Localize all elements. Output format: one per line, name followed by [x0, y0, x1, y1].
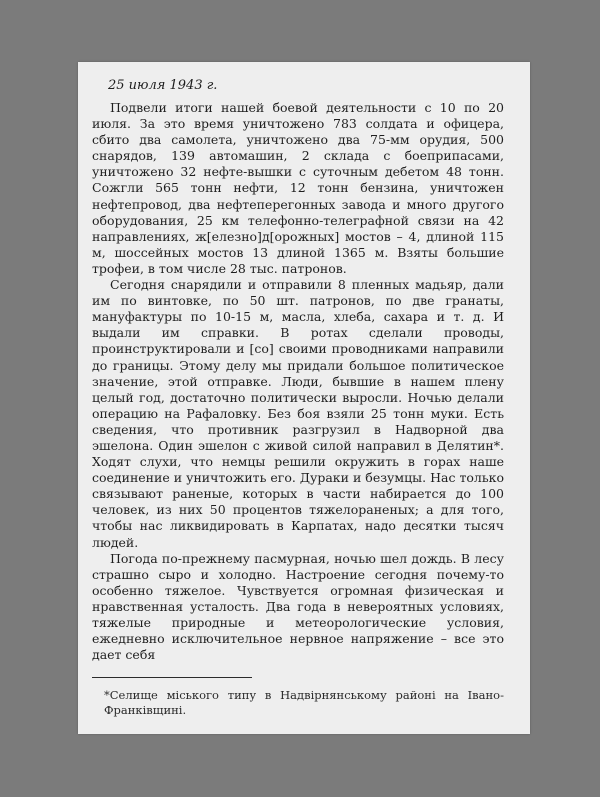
paragraph-3: Погода по-прежнему пасмурная, ночью шел дождь. В лесу страшно сыро и холодно. Настроение сегодня почему-то особенно тяжелое. Чувствуется огромная физическая и нравственная усталость. Два года в невероятных условиях, тяжелые природные и метеорологические условия, ежедневно исключительное нервное напряжение – все это дает себя: [92, 550, 504, 663]
footnote: *Селище міського типу в Надвірнянському районі на Івано-Франківщині.: [104, 688, 504, 718]
page-content: [92, 78, 504, 718]
book-page: [78, 62, 530, 734]
diary-date: 25 июля 1943 г.: [108, 78, 218, 93]
paragraph-1: Подвели итоги нашей боевой деятельности с 10 по 20 июля. За это время уничтожено 783 солдата и офицера, сбито два самолета, уничтожено два 75-мм орудия, 500 снарядов, 139 автомашин, 2 склада с боеприпасами, уничтожено 32 нефте-вышки с суточным дебетом 48 тонн. Сожгли 565 тонн нефти, 12 тонн бензина, уничтожен нефтепровод, два нефтеперегонных завода и много другого оборудования, 25 км телефонно-телеграфной связи на 42 направлениях, ж[елезно]д[орожных] мостов – 4, длиной 115 м, шоссейных мостов 13 длиной 1365 м. Взяты большие трофеи, в том числе 28 тыс. патронов.: [92, 100, 504, 276]
paragraph-2: Сегодня снарядили и отправили 8 пленных мадьяр, дали им по винтовке, по 50 шт. патронов, по две гранаты, мануфактуры по 10-15 м, масла, хлеба, сахара и т. д. И выдали им справки. В ротах сделали проводы, проинструктировали и [со] своими проводниками направили до границы. Этому делу мы придали большое политическое значение, этой отправке. Люди, бывшие в нашем плену целый год, достаточно политически выросли. Ночью делали операцию на Рафаловку. Без боя взяли 25 тонн муки. Есть сведения, что противник разгрузил в Надворной два эшелона. Один эшелон с живой силой направил в Делятин*. Ходят слухи, что немцы решили окружить в горах наше соединение и уничтожить его. Дураки и безумцы. Нас только связывают раненые, которых в части набирается до 100 человек, из них 50 процентов тяжелораненых; а для того, чтобы нас ликвидировать в Карпатах, надо десятки тысяч людей.: [92, 277, 504, 550]
footnote-divider: [92, 677, 252, 678]
